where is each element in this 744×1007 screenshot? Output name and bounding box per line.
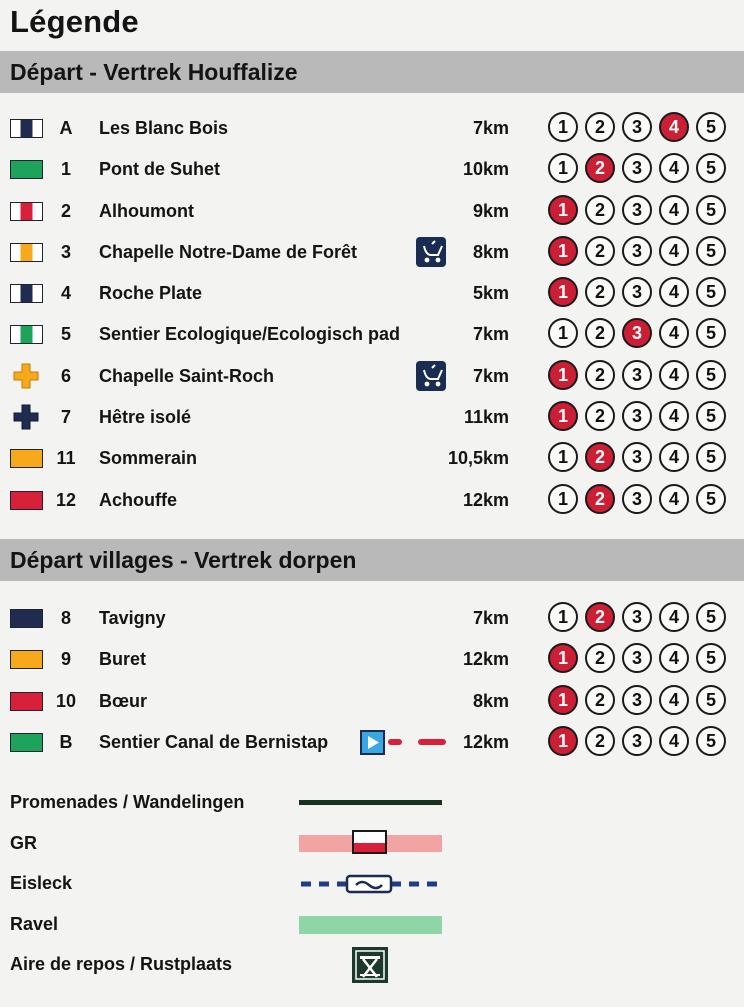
difficulty-level: 5 bbox=[696, 153, 726, 183]
trail-row bbox=[0, 437, 744, 478]
trail-marker-icon bbox=[10, 243, 43, 262]
trail-code: 10 bbox=[55, 690, 77, 711]
trail-marker-icon bbox=[10, 692, 43, 711]
difficulty-level: 4 bbox=[659, 318, 689, 348]
legend-row-eisleck bbox=[0, 863, 744, 904]
trail-distance: 8km bbox=[472, 241, 509, 262]
difficulty-levels bbox=[548, 643, 726, 673]
trail-name: Chapelle Notre-Dame de Forêt bbox=[99, 241, 358, 262]
stroller-icon bbox=[416, 237, 446, 267]
trail-name: Bœur bbox=[99, 690, 147, 711]
difficulty-levels bbox=[548, 484, 726, 514]
difficulty-level: 1 bbox=[548, 401, 578, 431]
difficulty-level: 4 bbox=[659, 602, 689, 632]
trail-distance: 10km bbox=[462, 159, 509, 180]
legend-label: GR bbox=[10, 832, 37, 853]
legend-row-promenades bbox=[0, 782, 744, 823]
trail-name: Sommerain bbox=[99, 448, 198, 469]
difficulty-levels bbox=[548, 112, 726, 142]
trail-row bbox=[0, 148, 744, 189]
trail-marker-icon bbox=[10, 160, 43, 179]
difficulty-level: 2 bbox=[585, 484, 615, 514]
trail-code: 6 bbox=[60, 365, 71, 386]
trail-name: Alhoumont bbox=[99, 200, 194, 221]
trail-row bbox=[0, 190, 744, 231]
difficulty-level: 4 bbox=[659, 401, 689, 431]
difficulty-level: 3 bbox=[622, 643, 652, 673]
difficulty-level: 5 bbox=[696, 360, 726, 390]
trail-distance: 7km bbox=[472, 118, 509, 138]
trail-marker-icon bbox=[10, 202, 43, 221]
difficulty-levels bbox=[548, 318, 726, 348]
difficulty-level: 1 bbox=[548, 236, 578, 266]
difficulty-level: 2 bbox=[585, 643, 615, 673]
trail-distance: 5km bbox=[472, 283, 509, 304]
trail-code: 3 bbox=[60, 241, 71, 262]
difficulty-level: 3 bbox=[622, 277, 652, 307]
difficulty-level: 4 bbox=[659, 153, 689, 183]
trail-code: 12 bbox=[55, 489, 77, 510]
difficulty-level: 2 bbox=[585, 602, 615, 632]
trail-distance: 11km bbox=[463, 407, 509, 428]
difficulty-level: 3 bbox=[622, 360, 652, 390]
trail-name: Hêtre isolé bbox=[99, 407, 192, 428]
difficulty-levels bbox=[548, 726, 726, 756]
difficulty-level: 5 bbox=[696, 484, 726, 514]
difficulty-level: 3 bbox=[622, 112, 652, 142]
trail-distance: 12km bbox=[462, 649, 509, 670]
difficulty-level: 5 bbox=[696, 643, 726, 673]
section-header-villages: Départ villages - Vertrek dorpen bbox=[0, 539, 744, 581]
difficulty-levels bbox=[548, 195, 726, 225]
difficulty-level: 5 bbox=[696, 401, 726, 431]
trail-distance: 12km bbox=[462, 489, 509, 510]
difficulty-level: 3 bbox=[622, 726, 652, 756]
trail-marker-icon bbox=[10, 609, 43, 628]
trail-row bbox=[0, 272, 744, 313]
difficulty-level: 1 bbox=[548, 360, 578, 390]
difficulty-level: 4 bbox=[659, 442, 689, 472]
trail-code: 7 bbox=[60, 407, 71, 428]
difficulty-level: 1 bbox=[548, 442, 578, 472]
difficulty-level: 5 bbox=[696, 726, 726, 756]
difficulty-level: 1 bbox=[548, 153, 578, 183]
legend-label: Ravel bbox=[10, 913, 59, 934]
trail-distance: 7km bbox=[472, 608, 509, 628]
trail-marker-icon bbox=[10, 284, 43, 303]
trail-code: B bbox=[59, 731, 73, 752]
legend-row-gr bbox=[0, 823, 744, 864]
difficulty-level: 4 bbox=[659, 195, 689, 225]
difficulty-level: 3 bbox=[622, 602, 652, 632]
difficulty-level: 3 bbox=[622, 153, 652, 183]
trail-row bbox=[0, 355, 744, 396]
legend-label: Promenades / Wandelingen bbox=[10, 792, 245, 812]
trail-code: 2 bbox=[60, 200, 71, 221]
trail-row bbox=[0, 597, 744, 638]
trail-name: Sentier Ecologique/Ecologisch pad bbox=[99, 324, 401, 345]
trail-marker-icon bbox=[10, 325, 43, 344]
trail-distance: 8km bbox=[472, 690, 509, 711]
difficulty-level: 1 bbox=[548, 318, 578, 348]
trail-distance: 12km bbox=[462, 731, 509, 752]
difficulty-level: 3 bbox=[622, 236, 652, 266]
picnic-table-icon bbox=[352, 947, 388, 983]
difficulty-levels bbox=[548, 685, 726, 715]
difficulty-levels bbox=[548, 277, 726, 307]
difficulty-level: 5 bbox=[696, 602, 726, 632]
ravel-line-icon bbox=[299, 916, 442, 934]
difficulty-level: 1 bbox=[548, 277, 578, 307]
difficulty-level: 2 bbox=[585, 112, 615, 142]
difficulty-level: 1 bbox=[548, 602, 578, 632]
trail-code: 11 bbox=[56, 448, 76, 469]
difficulty-level: 2 bbox=[585, 236, 615, 266]
trail-name: Roche Plate bbox=[99, 283, 203, 304]
difficulty-level: 2 bbox=[585, 195, 615, 225]
difficulty-level: 1 bbox=[548, 195, 578, 225]
page-title: Légende bbox=[10, 4, 139, 39]
difficulty-level: 3 bbox=[622, 442, 652, 472]
legend-label: Eisleck bbox=[10, 873, 73, 893]
trail-list-houffalize bbox=[0, 107, 744, 520]
trail-marker-cross-icon bbox=[13, 363, 39, 389]
difficulty-level: 3 bbox=[622, 195, 652, 225]
difficulty-levels bbox=[548, 401, 726, 431]
difficulty-level: 1 bbox=[548, 726, 578, 756]
trail-marker-icon bbox=[10, 449, 43, 468]
trail-code: 4 bbox=[60, 283, 71, 304]
trail-marker-icon bbox=[10, 650, 43, 669]
bernistap-sign-icon bbox=[360, 730, 385, 755]
difficulty-level: 2 bbox=[585, 726, 615, 756]
trail-row bbox=[0, 680, 744, 721]
trail-row bbox=[0, 638, 744, 679]
trail-marker-icon bbox=[10, 491, 43, 510]
legend-row-rest-area bbox=[0, 944, 744, 985]
trail-code: 5 bbox=[60, 324, 71, 345]
legend-label: Aire de repos / Rustplaats bbox=[10, 954, 233, 974]
difficulty-level: 4 bbox=[659, 277, 689, 307]
difficulty-levels bbox=[548, 602, 726, 632]
trail-row bbox=[0, 396, 744, 437]
trail-name: Achouffe bbox=[99, 489, 177, 510]
difficulty-level: 5 bbox=[696, 195, 726, 225]
section-header-houffalize: Départ - Vertrek Houffalize bbox=[0, 51, 744, 93]
difficulty-level: 4 bbox=[659, 236, 689, 266]
difficulty-level: 5 bbox=[696, 112, 726, 142]
difficulty-level: 4 bbox=[659, 685, 689, 715]
difficulty-level: 5 bbox=[696, 685, 726, 715]
difficulty-level: 1 bbox=[548, 643, 578, 673]
difficulty-level: 2 bbox=[585, 360, 615, 390]
trail-marker-cross-icon bbox=[13, 404, 39, 430]
difficulty-level: 4 bbox=[659, 112, 689, 142]
trail-row bbox=[0, 313, 744, 354]
difficulty-level: 4 bbox=[659, 360, 689, 390]
trail-name: Chapelle Saint-Roch bbox=[99, 365, 275, 386]
trail-marker-icon bbox=[10, 119, 43, 138]
trail-distance: 9km bbox=[472, 200, 509, 221]
difficulty-level: 3 bbox=[622, 318, 652, 348]
bernistap-dash-icon bbox=[418, 739, 446, 745]
difficulty-level: 2 bbox=[585, 401, 615, 431]
difficulty-level: 2 bbox=[585, 277, 615, 307]
difficulty-level: 2 bbox=[585, 153, 615, 183]
trail-marker-icon bbox=[10, 733, 43, 752]
stroller-icon bbox=[416, 361, 446, 391]
trail-row bbox=[0, 479, 744, 520]
trail-row bbox=[0, 231, 744, 272]
difficulty-levels bbox=[548, 153, 726, 183]
trail-name: Les Blanc Bois bbox=[99, 118, 229, 138]
difficulty-level: 5 bbox=[696, 277, 726, 307]
difficulty-level: 5 bbox=[696, 318, 726, 348]
difficulty-level: 4 bbox=[659, 484, 689, 514]
trail-distance: 7km bbox=[472, 324, 509, 345]
difficulty-level: 3 bbox=[622, 685, 652, 715]
trail-name: Buret bbox=[99, 649, 147, 670]
difficulty-level: 3 bbox=[622, 401, 652, 431]
trail-distance: 10,5km bbox=[447, 448, 509, 469]
trail-code: A bbox=[59, 118, 73, 138]
eisleck-marker-icon bbox=[299, 871, 442, 897]
line-legend bbox=[0, 782, 744, 985]
gr-marker-icon bbox=[299, 830, 442, 858]
trail-distance: 7km bbox=[472, 365, 509, 386]
trail-code: 1 bbox=[60, 159, 71, 180]
difficulty-levels bbox=[548, 236, 726, 266]
difficulty-level: 1 bbox=[548, 685, 578, 715]
difficulty-levels bbox=[548, 442, 726, 472]
difficulty-level: 4 bbox=[659, 726, 689, 756]
trail-name: Sentier Canal de Bernistap bbox=[99, 731, 329, 752]
difficulty-level: 2 bbox=[585, 318, 615, 348]
difficulty-level: 4 bbox=[659, 643, 689, 673]
difficulty-level: 2 bbox=[585, 442, 615, 472]
trail-row bbox=[0, 721, 744, 762]
difficulty-level: 3 bbox=[622, 484, 652, 514]
promenade-line-icon bbox=[299, 799, 442, 807]
legend-row-ravel bbox=[0, 904, 744, 945]
difficulty-level: 2 bbox=[585, 685, 615, 715]
trail-row bbox=[0, 107, 744, 148]
difficulty-level: 1 bbox=[548, 112, 578, 142]
difficulty-level: 5 bbox=[696, 236, 726, 266]
trail-name: Tavigny bbox=[99, 608, 166, 628]
trail-code: 8 bbox=[60, 608, 71, 628]
difficulty-level: 5 bbox=[696, 442, 726, 472]
trail-list-villages bbox=[0, 597, 744, 762]
difficulty-level: 1 bbox=[548, 484, 578, 514]
trail-code: 9 bbox=[60, 649, 71, 670]
bernistap-dash-icon bbox=[388, 739, 402, 745]
difficulty-levels bbox=[548, 360, 726, 390]
trail-name: Pont de Suhet bbox=[99, 159, 220, 180]
